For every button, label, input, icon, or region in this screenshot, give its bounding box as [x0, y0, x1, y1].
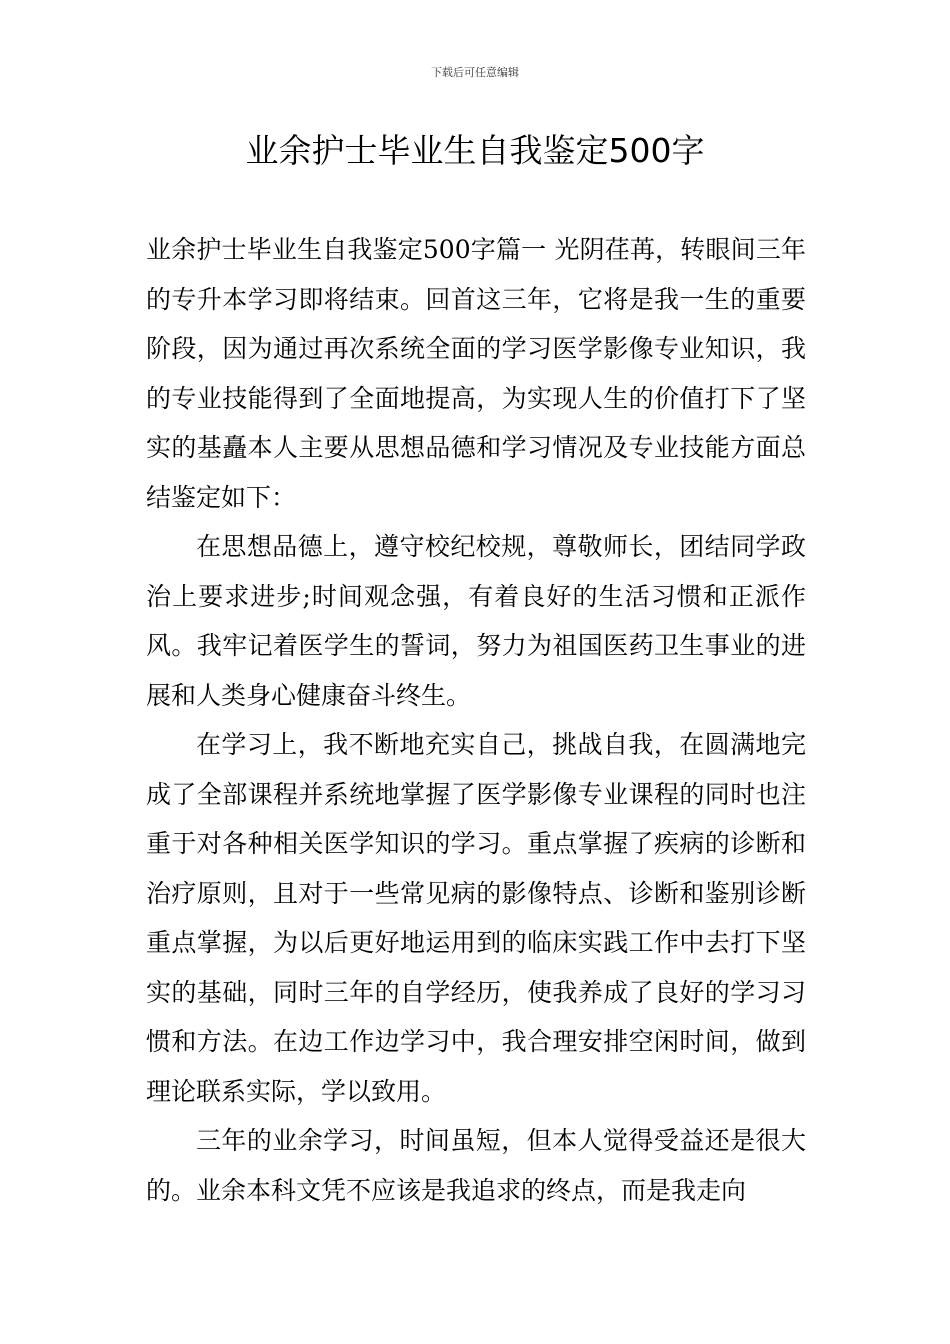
paragraph-1 [146, 225, 806, 522]
paragraph-4: 三年的业余学习，时间虽短，但本人觉得受益还是很大的。业余本科文凭不应该是我追求的终点，而是我走向 [146, 1126, 806, 1205]
section-heading: 业余护士毕业生自我鉴定500字篇一 [146, 235, 547, 264]
paragraph-3: 在学习上，我不断地充实自己，挑战自我，在圆满地完成了全部课程并系统地掌握了医学影像专业课程的同时也注重于对各种相关医学知识的学习。重点掌握了疾病的诊断和治疗原则，且对于一些常见病的影像特点、诊断和鉴别诊断重点掌握，为以后更好地运用到的临床实践工作中去打下坚实的基础，同时三年的自学经历，使我养成了良好的学习习惯和方法。在边工作边学习中，我合理安排空闲时间，做到理论联系实际，学以致用。 [146, 730, 806, 1106]
document-body [146, 225, 806, 1215]
paragraph-1-text: 光阴荏苒，转眼间三年的专升本学习即将结束。回首这三年，它将是我一生的重要阶段，因为通过再次系统全面的学习医学影像专业知识，我的专业技能得到了全面地提高，为实现人生的价值打下了坚实的基矗本人主要从思想品德和学习情况及专业技能方面总结鉴定如下： [146, 235, 806, 512]
document-title: 业余护士毕业生自我鉴定500字 [245, 131, 705, 170]
paragraph-2: 在思想品德上，遵守校纪校规，尊敬师长，团结同学政治上要求进步;时间观念强，有着良好的生活习惯和正派作风。我牢记着医学生的誓词，努力为祖国医药卫生事业的进展和人类身心健康奋斗终生。 [146, 532, 806, 710]
header-note: 下载后可任意编辑 [431, 66, 519, 79]
